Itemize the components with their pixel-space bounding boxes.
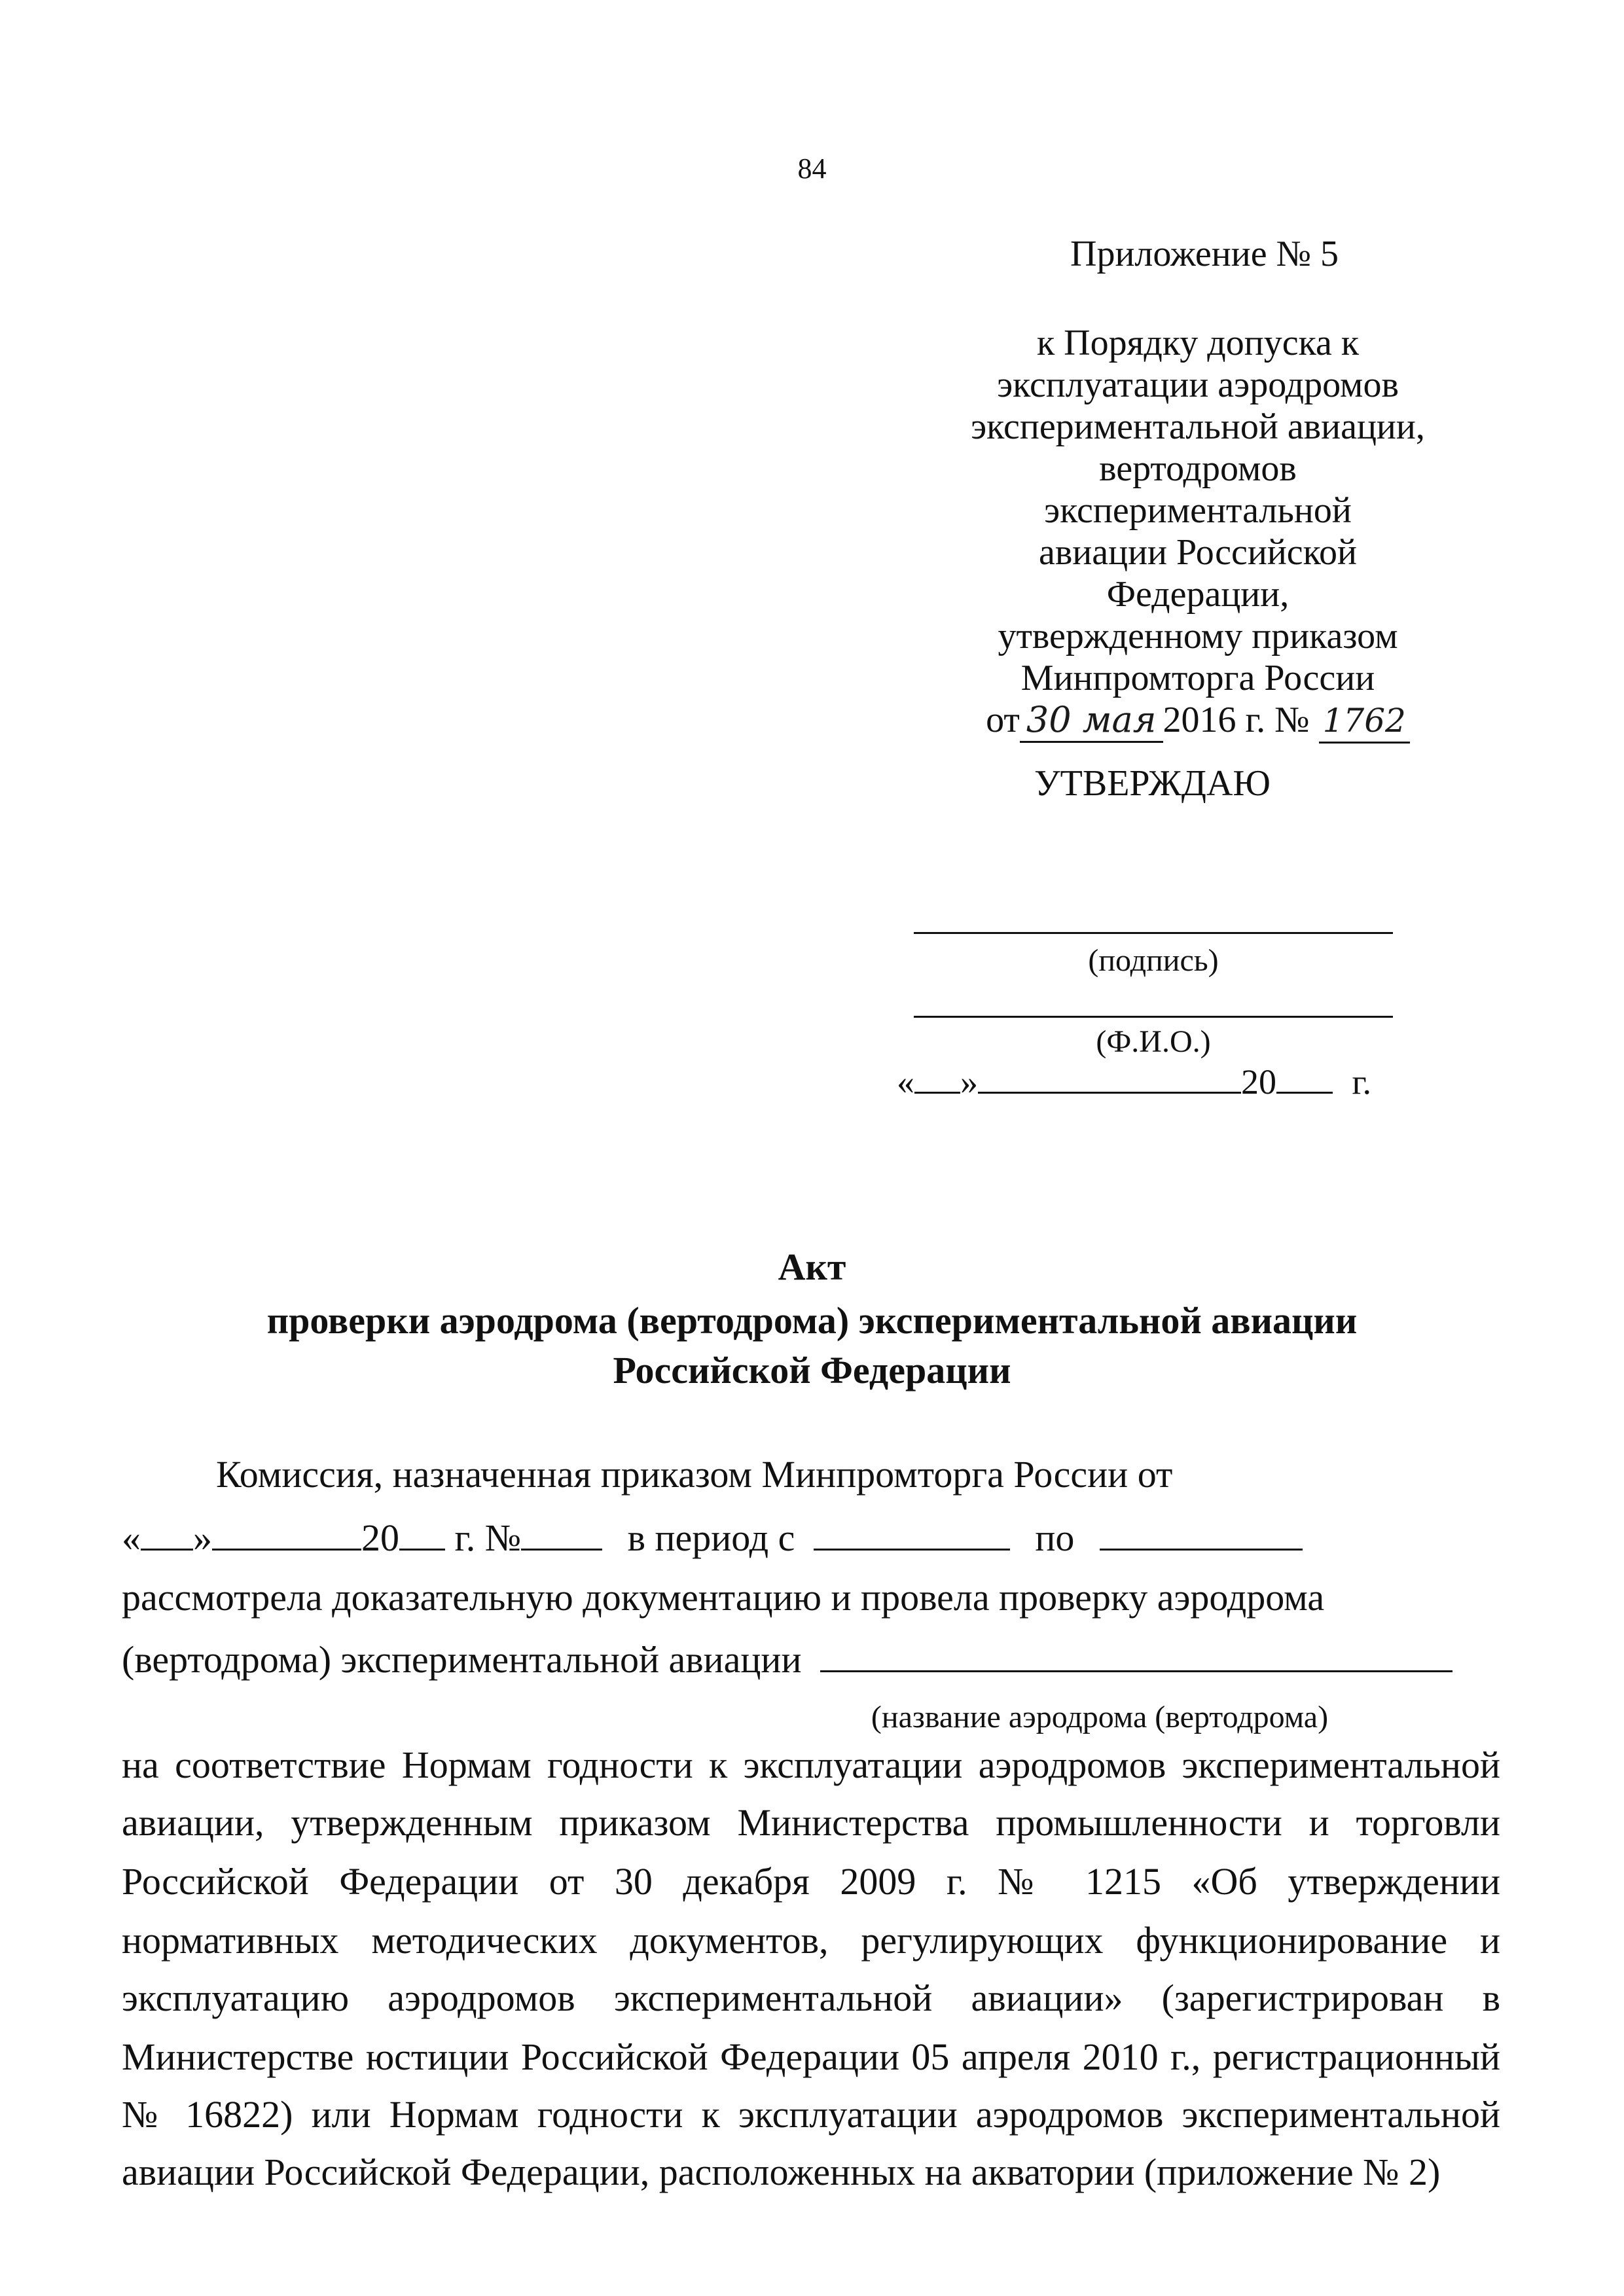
date-year-prefix: 20	[1241, 1062, 1276, 1102]
date-open-quote: «	[897, 1062, 914, 1102]
annex-line: Минпромторга России	[1020, 658, 1375, 698]
aerodrome-caption: (название аэродрома (вертодрома)	[871, 1700, 1329, 1734]
signature-caption: (подпись)	[1088, 943, 1219, 978]
annex-line: утвержденному приказом	[998, 616, 1398, 656]
date-year-suffix: г.	[1352, 1062, 1372, 1102]
year-blank	[1276, 1060, 1333, 1094]
month-blank	[212, 1517, 361, 1551]
period-start-blank	[814, 1517, 1010, 1551]
annex-line: экспериментальной авиации,	[971, 406, 1425, 447]
paragraph-line: № 16822) или Нормам годности к эксплуатации аэродромов экспериментальной	[122, 2093, 1500, 2136]
aerodrome-name-blank	[820, 1639, 1453, 1672]
act-subtitle: проверки аэродрома (вертодрома) экспериментальной авиации	[266, 1299, 1358, 1342]
quote-close: »	[193, 1516, 212, 1559]
year-blank	[399, 1517, 445, 1551]
approval-heading: УТВЕРЖДАЮ	[1034, 763, 1271, 804]
paragraph-line: авиации, утвержденным приказом Министерства промышленности и торговли	[122, 1801, 1500, 1844]
body-line-1: Комиссия, назначенная приказом Минпромторга России от	[216, 1453, 1173, 1496]
body-line-2	[122, 1517, 1500, 1557]
order-number-label: г. №	[454, 1516, 522, 1559]
body-line-4	[122, 1639, 1500, 1679]
paragraph-line: на соответствие Нормам годности к эксплуатации аэродромов экспериментальной	[122, 1744, 1500, 1786]
annex-line: к Порядку допуска к	[1036, 323, 1360, 363]
aerodrome-label: (вертодрома) экспериментальной авиации	[122, 1638, 802, 1681]
name-caption: (Ф.И.О.)	[1096, 1024, 1211, 1059]
day-blank	[141, 1517, 193, 1551]
approval-date	[897, 1060, 1371, 1102]
act-subtitle-2: Российской Федерации	[613, 1349, 1011, 1391]
year-prefix: 20	[361, 1516, 399, 1559]
period-to-label: по	[1035, 1516, 1075, 1559]
annex-line: вертодромов экспериментальной	[1044, 448, 1352, 531]
annex-line: авиации Российской Федерации,	[1038, 532, 1357, 615]
paragraph-line: Министерстве юстиции Российской Федерации 05 апреля 2010 г., регистрационный	[122, 2036, 1500, 2078]
date-prefix: от	[986, 700, 1020, 740]
quote-open: «	[122, 1516, 141, 1559]
annex-title: Приложение № 5	[1070, 234, 1339, 274]
annex-date-line	[949, 699, 1447, 744]
annex-subtitle	[949, 322, 1447, 744]
period-end-blank	[1100, 1517, 1303, 1551]
date-year: 2016 г. №	[1163, 700, 1310, 740]
date-close-quote: »	[960, 1062, 978, 1102]
paragraph-last-line: авиации Российской Федерации, расположенных на акватории (приложение № 2)	[122, 2151, 1441, 2193]
number-blank	[521, 1517, 602, 1551]
signature-line	[914, 932, 1393, 934]
day-blank	[914, 1060, 960, 1094]
body-line-3: рассмотрела доказательную документацию и провела проверку аэродрома	[122, 1576, 1325, 1619]
annex-line: эксплуатации аэродромов	[997, 365, 1399, 405]
handwritten-date: 30 мая	[1020, 699, 1163, 743]
name-line	[914, 1016, 1393, 1018]
month-blank	[978, 1060, 1241, 1094]
act-title: Акт	[778, 1246, 846, 1288]
page-number: 84	[797, 152, 827, 185]
period-label: в период с	[627, 1516, 795, 1559]
paragraph-line: Российской Федерации от 30 декабря 2009 г. № 1215 «Об утверждении	[122, 1860, 1500, 1903]
paragraph-line: эксплуатацию аэродромов экспериментальной авиации» (зарегистрирован в	[122, 1977, 1500, 2019]
handwritten-number: 1762	[1319, 700, 1410, 744]
paragraph-line: нормативных методических документов, регулирующих функционирование и	[122, 1919, 1500, 1962]
